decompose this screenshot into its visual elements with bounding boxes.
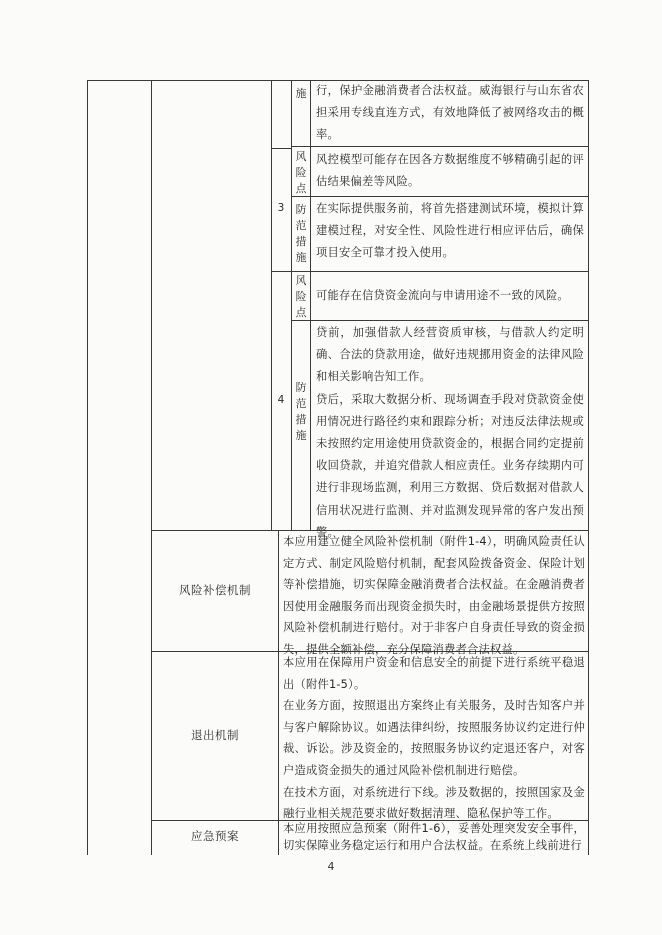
- exit-paragraph-intro: 本应用在保障用户资金和信息安全的前提下进行系统平稳退出（附件1-5）。: [283, 656, 585, 691]
- risk-number: 3: [277, 202, 285, 214]
- measure-paragraph-post-loan: 贷后，采取大数据分析、现场调查手段对贷款资金使用情况进行路径约束和跟踪分析；对违反法律法规或未按照约定用途使用贷款资金的，根据合同约定提前收回贷款，并追究借款人相应责任。业务存续期内可进行非现场监测，利用三方数据、贷后数据对借款人信用状况进行监测、并对监测发现异常的客户发出预警。: [316, 392, 584, 539]
- measure-label: 防范措施: [295, 381, 307, 442]
- emergency-text: 本应用按照应急预案（附件1-6），妥善处理突发安全事件，切实保障业务稳定运行和用户合法权益。在系统上线前进行: [283, 822, 585, 852]
- row-divider: [271, 148, 291, 149]
- measure-text: [316, 322, 584, 544]
- risk-point-text: 风控模型可能存在因各方数据维度不够精确引起的评估结果偏差等风险。: [316, 153, 584, 189]
- exit-paragraph-technical: 在技术方面，对系统进行下线。涉及数据的，按照国家及金融行业相关规范要求做好数据清理、隐私保护等工作。: [283, 785, 585, 821]
- row-divider: [271, 271, 589, 272]
- measure-tail-label: 施: [295, 87, 307, 100]
- risk-point-label: 风险点: [295, 150, 307, 195]
- section-label-compensation: 风险补偿机制: [179, 583, 251, 597]
- table-border-left: [87, 80, 88, 855]
- measure-label: 防范措施: [295, 203, 307, 264]
- exit-text: [283, 652, 585, 825]
- page-number: 4: [327, 860, 335, 873]
- section-label-exit: 退出机制: [191, 728, 239, 742]
- risk-point-text: 可能存在信贷资金流向与申请用途不一致的风险。: [316, 289, 569, 302]
- row-divider: [291, 196, 589, 197]
- section-label-emergency: 应急预案: [191, 829, 239, 843]
- measure-paragraph-pre-loan: 贷前，加强借款人经营资质审核，与借款人约定明确、合法的贷款用途，做好违规挪用资金的法律风险和相关影响告知工作。: [316, 326, 584, 384]
- measure-tail-text: 行，保护金融消费者合法权益。威海银行与山东省农担采用专线直连方式，有效地降低了被网络攻击的概率。: [316, 84, 584, 142]
- table-divider-content: [310, 80, 311, 530]
- table-divider-section-label: [278, 530, 279, 855]
- risk-number: 4: [277, 394, 285, 406]
- exit-paragraph-business: 在业务方面，按照退出方案终止有关服务，及时告知客户并与客户解除协议。如遇法律纠纷，按照服务协议约定进行仲裁、诉讼。涉及资金的，按照服务协议约定退还客户，对客户造成资金损失的通过风险补偿机制进行赔偿。: [283, 699, 585, 777]
- row-divider: [291, 320, 589, 321]
- measure-text: 在实际提供服务前，将首先搭建测试环境，模拟计算建模过程，对安全性、风险性进行相应评估后，确保项目安全可靠才投入使用。: [316, 202, 584, 260]
- compensation-text: 本应用建立健全风险补偿机制（附件1-4），明确风险责任认定方式、制定风险赔付机制，配套风险拨备资金、保险计划等补偿措施，切实保障金融消费者合法权益。在金融消费者因使用金融服务而出现资金损失时，由金融场景提供方按照风险补偿机制进行赔付。对于非客户自身责任导致的资金损失，提供全额补偿，充分保障消费者合法权益。: [283, 535, 585, 656]
- risk-point-label: 风险点: [295, 274, 307, 319]
